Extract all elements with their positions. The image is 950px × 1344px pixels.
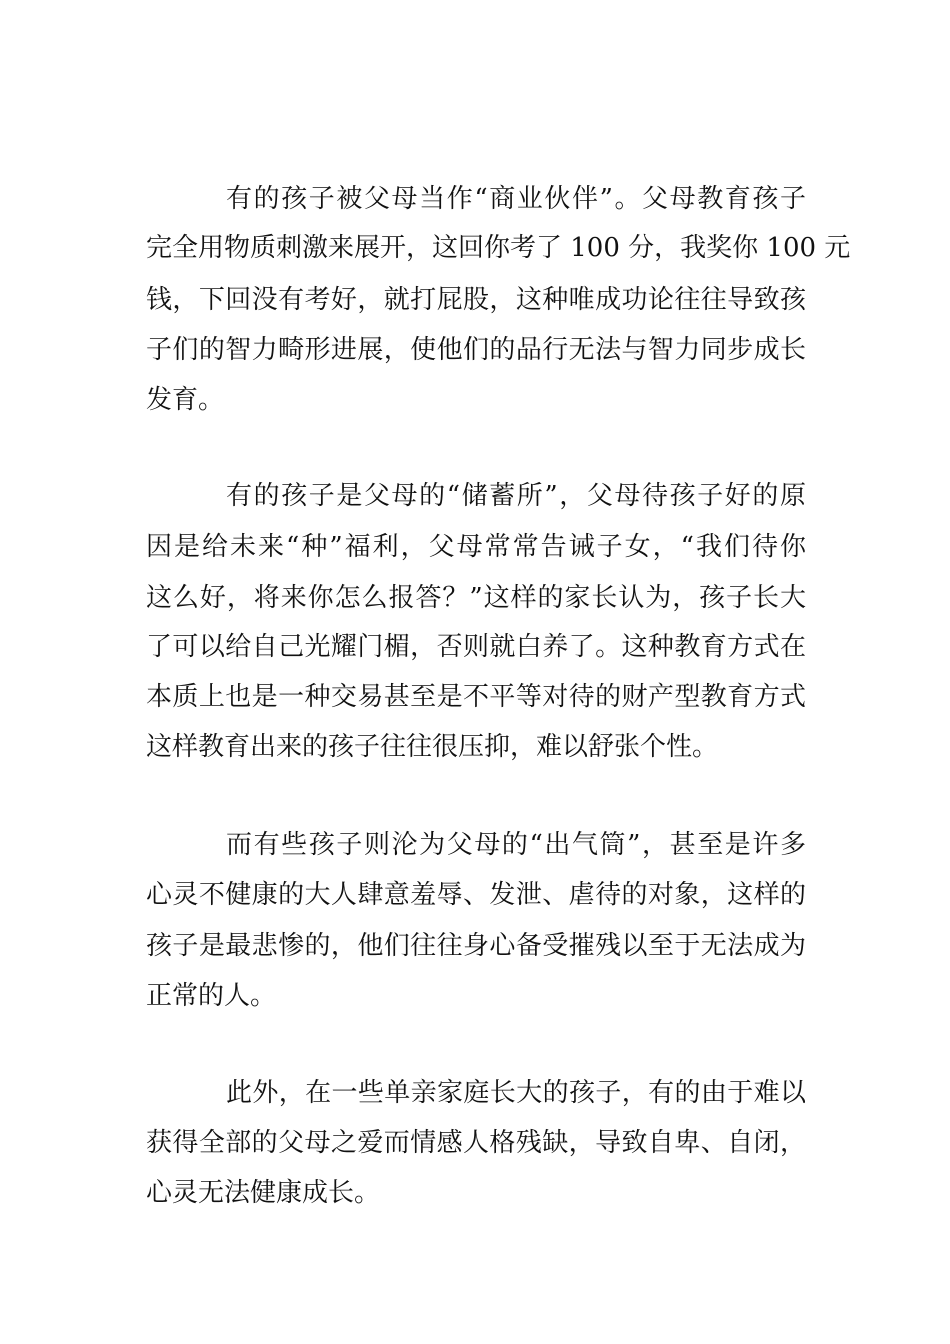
paragraph-line: 子们的智力畸形进展，使他们的品行无法与智力同步成长 (146, 335, 806, 365)
paragraph-line: 这么好，将来你怎么报答？”这样的家长认为，孩子长大 (146, 583, 806, 613)
paragraph-line: 本质上也是一种交易甚至是不平等对待的财产型教育方式 (146, 682, 806, 712)
paragraph-line: 获得全部的父母之爱而情感人格残缺，导致自卑、自闭， (146, 1128, 806, 1158)
paragraph-line: 发育。 (146, 385, 225, 415)
paragraph-line: 此外，在一些单亲家庭长大的孩子，有的由于难以 (226, 1078, 806, 1108)
paragraph-line: 有的孩子是父母的“储蓄所”，父母待孩子好的原 (226, 481, 806, 511)
paragraph-line: 完全用物质刺激来展开，这回你考了 100 分，我奖你 100 元 (146, 233, 851, 263)
paragraph-line: 心灵不健康的大人肆意羞辱、发泄、虐待的对象，这样的 (146, 880, 806, 910)
paragraph-line: 这样教育出来的孩子往往很压抑，难以舒张个性。 (146, 732, 719, 762)
paragraph-line: 正常的人。 (146, 981, 277, 1011)
paragraph-line: 钱，下回没有考好，就打屁股，这种唯成功论往往导致孩 (146, 285, 806, 315)
paragraph-line: 了可以给自己光耀门楣，否则就白养了。这种教育方式在 (146, 632, 806, 662)
paragraph-line: 孩子是最悲惨的，他们往往身心备受摧残以至于无法成为 (146, 931, 806, 961)
paragraph-line: 而有些孩子则沦为父母的“出气筒”，甚至是许多 (226, 830, 806, 860)
paragraph-line: 心灵无法健康成长。 (146, 1178, 381, 1208)
paragraph-line: 因是给未来“种”福利，父母常常告诫子女，“我们待你 (146, 532, 806, 562)
paragraph-line: 有的孩子被父母当作“商业伙伴”。父母教育孩子 (226, 184, 806, 214)
